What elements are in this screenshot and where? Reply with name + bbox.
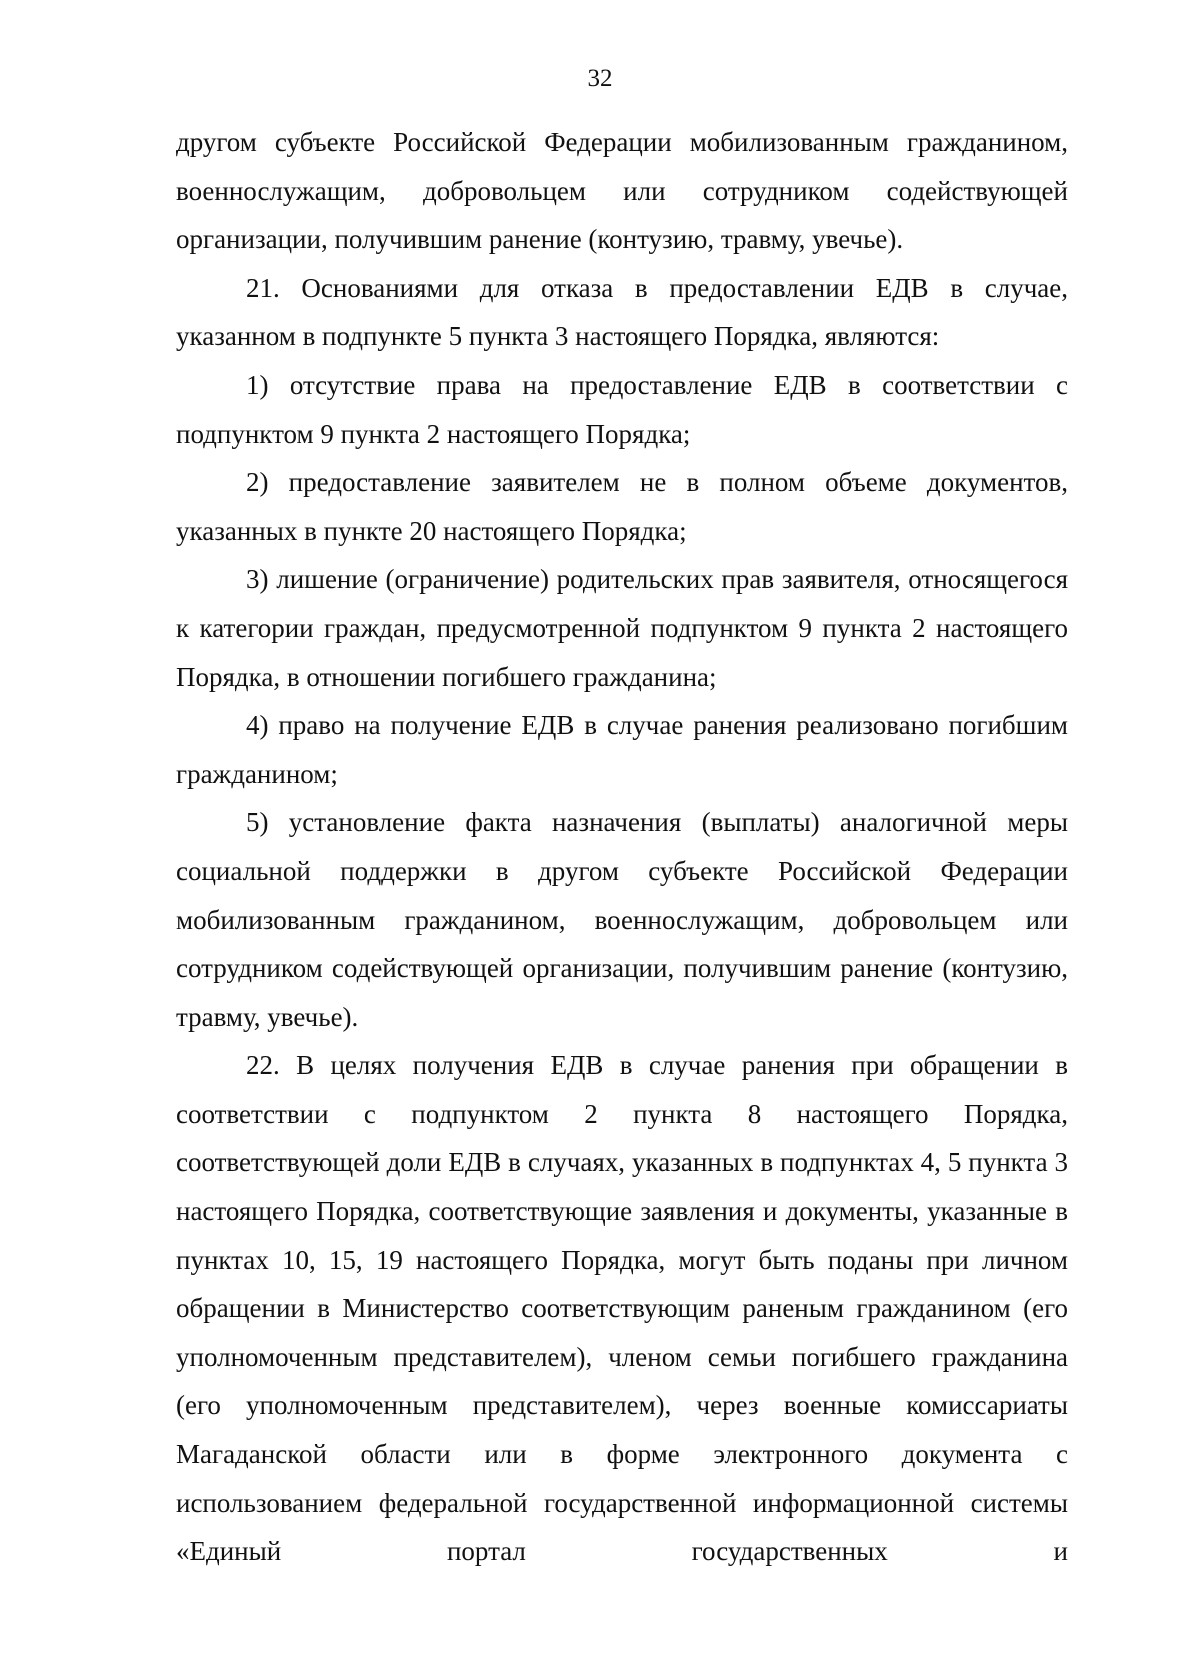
paragraph-21: 21. Основаниями для отказа в предоставлении ЕДВ в случае, указанном в подпункте 5 пункта 3 настоящего Порядка, являются: (176, 272, 1068, 352)
document-body (176, 118, 1068, 1576)
paragraph-21-item-4: 4) право на получение ЕДВ в случае ранения реализовано погибшим гражданином; (176, 710, 1068, 789)
paragraph-21-item-1: 1) отсутствие права на предоставление ЕДВ в соответствии с подпунктом 9 пункта 2 настоящего Порядка; (176, 369, 1068, 449)
paragraph-21-item-2: 2) предоставление заявителем не в полном объеме документов, указанных в пункте 20 настоящего Порядка; (176, 467, 1068, 546)
paragraph-22: 22. В целях получения ЕДВ в случае ранения при обращении в соответствии с подпунктом 2 пункта 8 настоящего Порядка, соответствующей доли ЕДВ в случаях, указанных в подпунктах 4, 5 пункта 3 настоящего Порядка, соответствующие заявления и документы, указанные в пунктах 10, 15, 19 настоящего Порядка, могут быть поданы при личном обращении в Министерство соответствующим раненым гражданином (его уполномоченным представителем), членом семьи погибшего гражданина (его уполномоченным представителем), через военные комиссариаты Магаданской области или в форме электронного документа с использованием федеральной государственной информационной системы «Единый портал государственных и (176, 1050, 1068, 1567)
paragraph-21-item-5: 5) установление факта назначения (выплаты) аналогичной меры социальной поддержки в другом субъекте Российской Федерации мобилизованным гражданином, военнослужащим, добровольцем или сотрудником содействующей организации, получившим ранение (контузию, травму, увечье). (176, 807, 1068, 1032)
paragraph-21-item-3: 3) лишение (ограничение) родительских прав заявителя, относящегося к категории граждан, предусмотренной подпунктом 9 пункта 2 настоящего Порядка, в отношении погибшего гражданина; (176, 564, 1068, 692)
paragraph-continuation: другом субъекте Российской Федерации мобилизованным гражданином, военнослужащим, добровольцем или сотрудником содействующей организации, получившим ранение (контузию, травму, увечье). (176, 127, 1068, 255)
page-number: 32 (587, 65, 613, 92)
